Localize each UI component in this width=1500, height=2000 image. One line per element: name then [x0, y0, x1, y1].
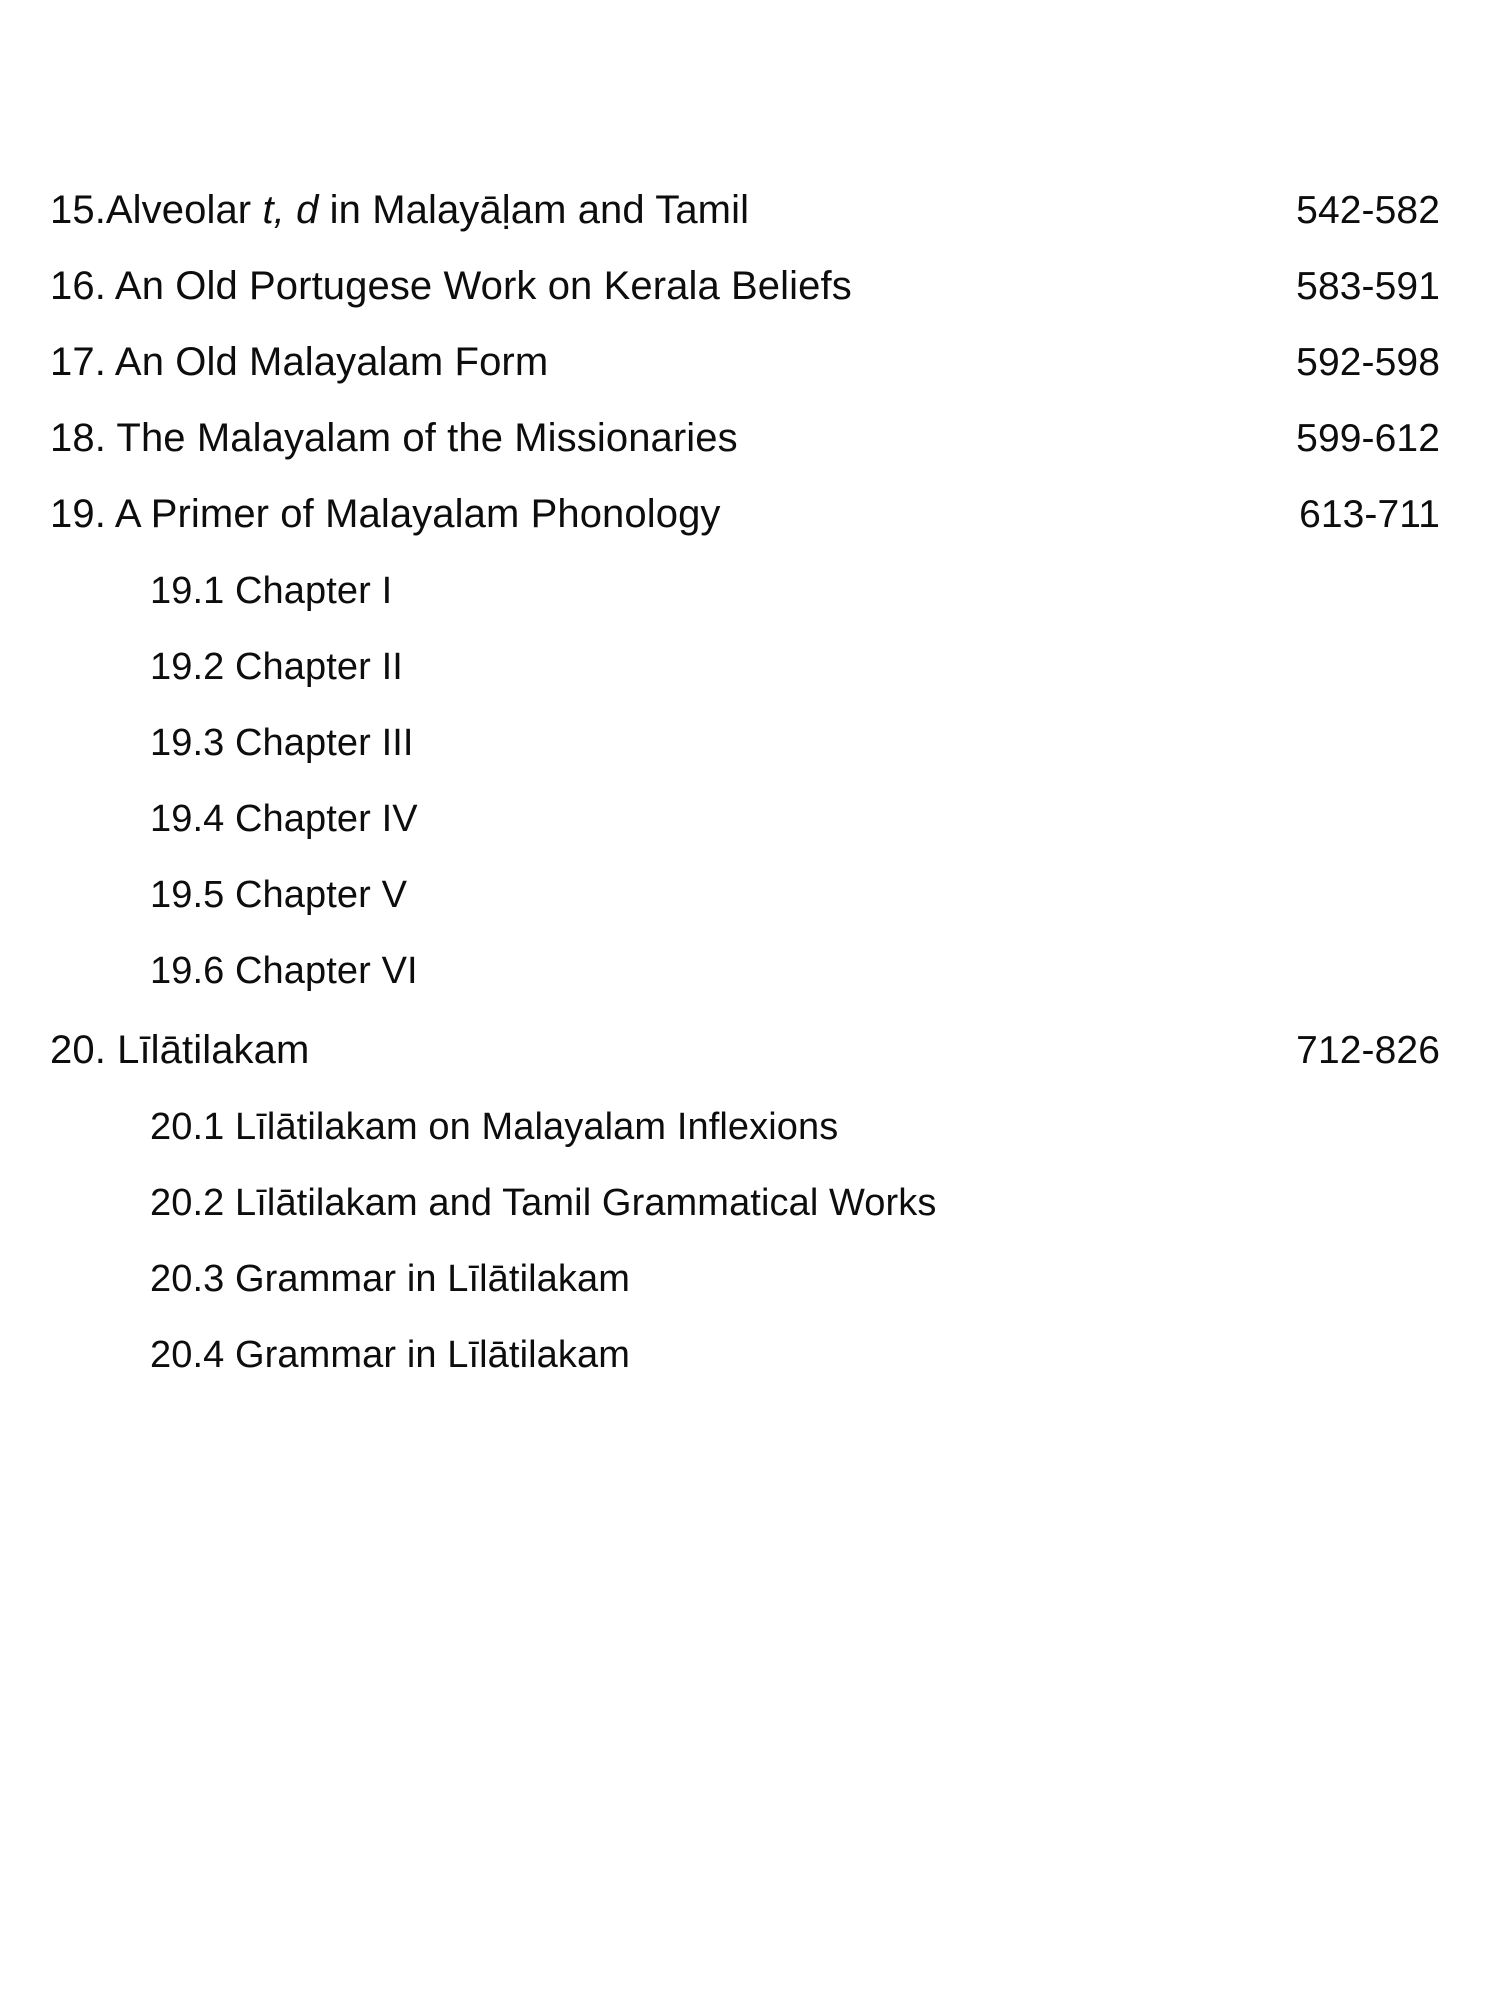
- table-of-contents: [0, 190, 1500, 1374]
- toc-entry-number: 20.: [50, 1028, 106, 1072]
- toc-entry-title-text: The Malayalam of the Missionaries: [116, 416, 738, 460]
- toc-subentry[interactable]: 19.2 Chapter II: [150, 646, 403, 688]
- toc-entry-title: [50, 342, 548, 382]
- toc-entry-number: 18.: [50, 416, 106, 460]
- toc-subentry[interactable]: 20.1 Līlātilakam on Malayalam Inflexions: [150, 1106, 839, 1148]
- toc-subentry[interactable]: 20.2 Līlātilakam and Tamil Grammatical Works: [150, 1182, 937, 1224]
- toc-entry[interactable]: [50, 1030, 1440, 1070]
- toc-entry-title: [50, 1030, 309, 1070]
- toc-entry-title-italic: t, d: [262, 188, 319, 232]
- toc-entry-pages: 542-582: [1296, 189, 1440, 232]
- toc-entry-number: 15.: [50, 188, 106, 232]
- toc-entry-title-text: A Primer of Malayalam Phonology: [114, 492, 721, 536]
- toc-subentry[interactable]: 19.1 Chapter I: [150, 570, 393, 612]
- toc-entry-title: [50, 494, 721, 534]
- toc-entry-number: 16.: [50, 264, 106, 308]
- toc-entry[interactable]: [50, 418, 1440, 458]
- toc-subentry[interactable]: 19.5 Chapter V: [150, 874, 408, 916]
- toc-entry-pages: 583-591: [1296, 265, 1440, 308]
- toc-entry[interactable]: [50, 266, 1440, 306]
- toc-entry[interactable]: [50, 342, 1440, 382]
- toc-entry-title: [50, 190, 749, 230]
- toc-entry-title-text: An Old Malayalam Form: [114, 340, 549, 384]
- toc-entry-pages: 712-826: [1296, 1029, 1440, 1072]
- toc-entry-title: [50, 266, 852, 306]
- toc-subentry[interactable]: 20.4 Grammar in Līlātilakam: [150, 1334, 630, 1376]
- toc-subentry[interactable]: 20.3 Grammar in Līlātilakam: [150, 1258, 630, 1300]
- toc-entry-pages: 592-598: [1296, 341, 1440, 384]
- toc-subentry[interactable]: 19.6 Chapter VI: [150, 950, 418, 992]
- toc-entry[interactable]: [50, 494, 1440, 534]
- toc-entry-pages: 599-612: [1296, 417, 1440, 460]
- toc-entry-title: [50, 418, 738, 458]
- toc-entry-number: 17.: [50, 340, 106, 384]
- toc-entry-number: 19.: [50, 492, 106, 536]
- toc-entry-pages: 613-711: [1299, 493, 1440, 536]
- toc-entry-title-text: An Old Portugese Work on Kerala Beliefs: [114, 264, 852, 308]
- toc-entry-title-post: in Malayāḷam and Tamil: [318, 188, 750, 232]
- toc-subentry[interactable]: 19.4 Chapter IV: [150, 798, 418, 840]
- toc-entry[interactable]: [50, 190, 1440, 230]
- toc-entry-title-text: Līlātilakam: [117, 1028, 310, 1072]
- toc-entry-title-pre: Alveolar: [105, 188, 263, 232]
- toc-subentry[interactable]: 19.3 Chapter III: [150, 722, 414, 764]
